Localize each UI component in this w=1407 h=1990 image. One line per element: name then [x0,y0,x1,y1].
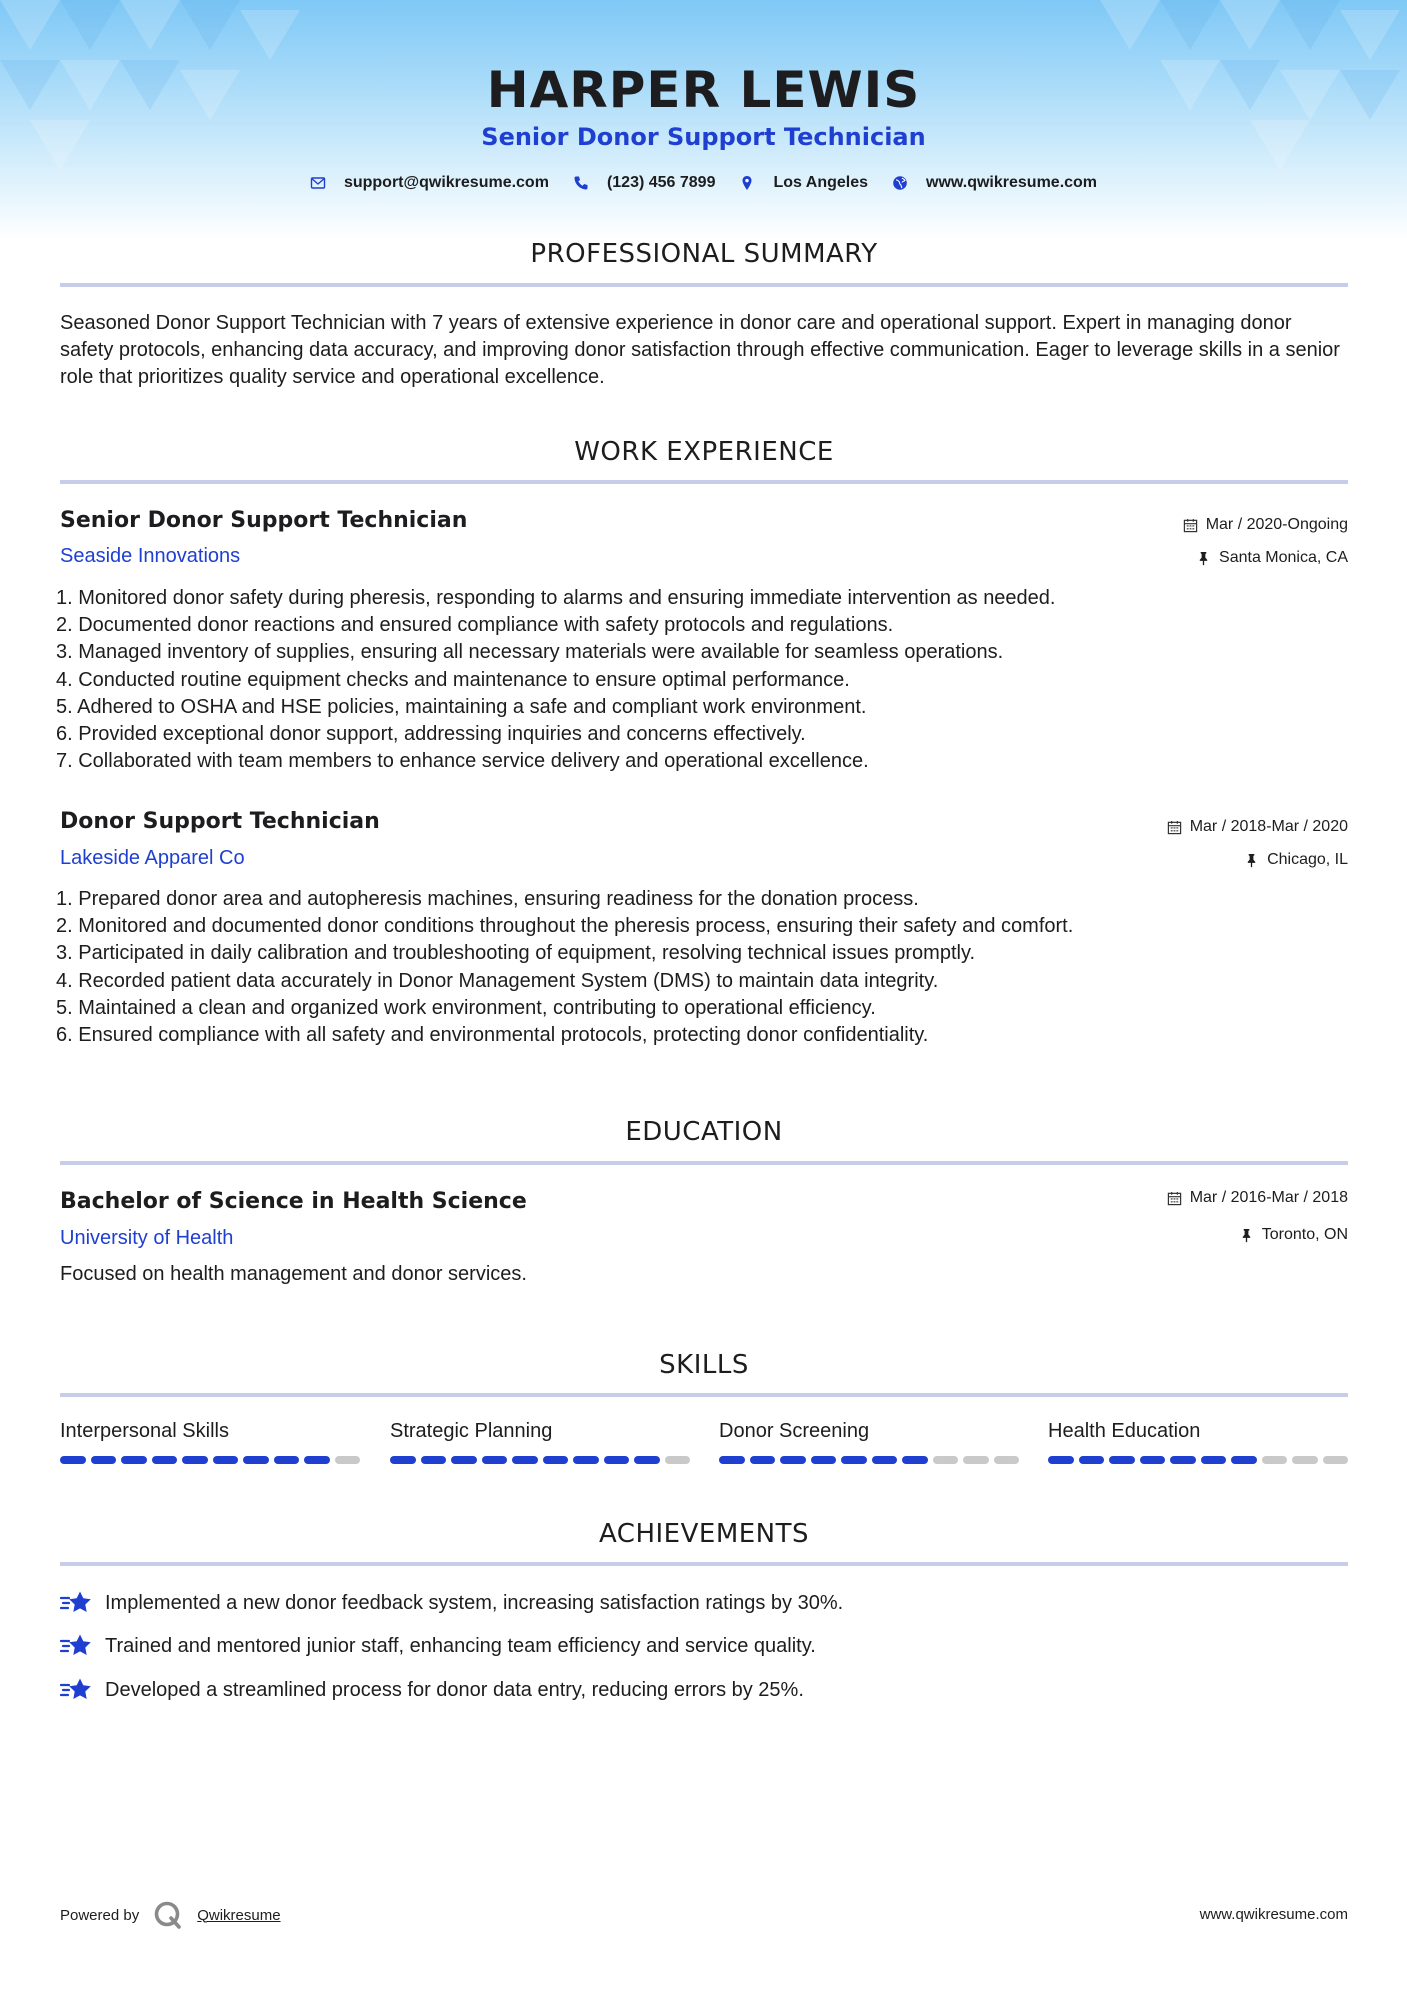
summary-divider [60,283,1348,287]
contact-row [0,174,1407,192]
list-item: 5. Adhered to OSHA and HSE policies, maintaining a safe and compliant work environment. [56,695,867,718]
contact-email[interactable] [310,174,549,192]
calendar-icon [1183,518,1198,533]
phone-icon [573,175,589,191]
skill-name: Health Education [1048,1420,1201,1442]
skill-segment-filled [121,1456,147,1464]
education-divider [60,1161,1348,1165]
skill-segment-empty [1323,1456,1349,1464]
contact-location [739,174,868,192]
skill-level-bar [60,1456,360,1464]
list-item: 6. Provided exceptional donor support, addressing inquiries and concerns effectively. [56,723,806,746]
skill-segment-filled [1201,1456,1227,1464]
skill-segment-empty [665,1456,691,1464]
skill-segment-empty [933,1456,959,1464]
summary-heading: PROFESSIONAL SUMMARY [530,239,878,269]
job-dates-text: Mar / 2020-Ongoing [1205,516,1348,533]
skill-segment-filled [451,1456,477,1464]
job-dates [1183,516,1348,534]
calendar-icon [1167,1191,1182,1206]
skill-segment-filled [1048,1456,1074,1464]
skill-segment-filled [902,1456,928,1464]
skill-segment-filled [719,1456,745,1464]
candidate-role: Senior Donor Support Technician [481,123,926,151]
skill-segment-filled [573,1456,599,1464]
summary-text: Seasoned Donor Support Technician with 7 years of extensive experience in donor care and operational support. Expert in managing donor safety protocols, enhancing data accuracy, and improving donor satisfaction through effective communication. Eager to leverage skills in a senior role that prioritizes quality service and operational excellence. [60,312,1340,388]
achievement-text: Trained and mentored junior staff, enhancing team efficiency and service quality. [105,1634,816,1657]
list-item: 1. Monitored donor safety during pheresis, responding to alarms and ensuring immediate intervention as needed. [56,587,1056,609]
list-item: 2. Monitored and documented donor conditions throughout the pheresis process, ensuring their safety and comfort. [56,915,1074,938]
contact-website[interactable] [892,174,1097,192]
skill-segment-filled [304,1456,330,1464]
achievement-text: Implemented a new donor feedback system, increasing satisfaction ratings by 30%. [105,1591,844,1614]
job-location-text: Santa Monica, CA [1219,549,1348,566]
pushpin-icon [1196,551,1211,566]
resume-header [0,58,1407,192]
skill-item [1048,1419,1348,1464]
skills-divider [60,1393,1348,1397]
skill-segment-empty [994,1456,1020,1464]
skill-segment-filled [152,1456,178,1464]
education-dates [1167,1189,1348,1207]
experience-heading: WORK EXPERIENCE [574,437,834,467]
achievement-item [60,1677,804,1703]
skill-segment-filled [274,1456,300,1464]
list-item: 4. Conducted routine equipment checks and maintenance to ensure optimal performance. [56,668,850,691]
job-title: Senior Donor Support Technician [60,508,468,533]
experience-divider [60,480,1348,484]
skill-segment-filled [634,1456,660,1464]
skill-segment-filled [1170,1456,1196,1464]
contact-email-text: support@qwikresume.com [343,174,549,191]
skill-level-bar [1048,1456,1348,1464]
job-location [1196,549,1348,567]
skill-segment-filled [421,1456,447,1464]
skill-segment-filled [512,1456,538,1464]
contact-phone-text: (123) 456 7899 [606,174,716,191]
skill-segment-filled [91,1456,117,1464]
list-item: 5. Maintained a clean and organized work environment, contributing to operational efficiency. [56,996,876,1019]
skill-level-bar [719,1456,1019,1464]
skill-segment-filled [60,1456,86,1464]
company-name: Lakeside Apparel Co [60,847,245,869]
skill-segment-filled [780,1456,806,1464]
achievements-divider [60,1562,1348,1566]
envelope-icon [310,175,326,191]
achievement-item [60,1590,843,1616]
footer-website[interactable]: www.qwikresume.com [1199,1906,1348,1923]
skill-segment-filled [1109,1456,1135,1464]
star-icon [60,1677,93,1703]
education-location [1239,1226,1348,1244]
skill-segment-filled [1079,1456,1105,1464]
skill-level-bar [390,1456,690,1464]
skill-segment-empty [335,1456,361,1464]
skill-item [60,1419,360,1464]
skill-segment-filled [750,1456,776,1464]
skill-segment-filled [390,1456,416,1464]
skill-name: Donor Screening [719,1420,870,1442]
contact-location-text: Los Angeles [773,174,869,191]
skills-heading: SKILLS [659,1350,749,1380]
list-item: 1. Prepared donor area and autopheresis machines, ensuring readiness for the donation process. [56,888,919,910]
list-item: 7. Collaborated with team members to enhance service delivery and operational excellence. [56,750,869,773]
job-location [1244,851,1348,869]
job-dates [1167,818,1348,836]
pushpin-icon [1244,853,1259,868]
star-icon [60,1633,93,1659]
job-bullets [56,585,1356,775]
footer-powered-by [60,1900,281,1930]
achievements-heading: ACHIEVEMENTS [598,1519,810,1549]
skill-segment-empty [1262,1456,1288,1464]
skill-name: Strategic Planning [390,1420,553,1442]
education-description: Focused on health management and donor services. [60,1263,527,1285]
job-dates-text: Mar / 2018-Mar / 2020 [1189,818,1348,835]
pushpin-icon [1239,1228,1254,1243]
skill-segment-filled [182,1456,208,1464]
achievement-item [60,1633,816,1659]
skill-segment-filled [243,1456,269,1464]
job-bullets [56,886,1356,1049]
skill-segment-filled [482,1456,508,1464]
list-item: 2. Documented donor reactions and ensured compliance with safety protocols and regulations. [56,614,894,637]
education-heading: EDUCATION [625,1117,783,1147]
job-location-text: Chicago, IL [1267,851,1348,868]
contact-phone[interactable] [573,174,716,192]
skill-name: Interpersonal Skills [60,1420,229,1442]
skill-segment-filled [1140,1456,1166,1464]
skill-segment-filled [841,1456,867,1464]
candidate-name: HARPER LEWIS [486,61,921,119]
list-item: 3. Managed inventory of supplies, ensuring all necessary materials were available for seamless operations. [56,641,1004,664]
qwikresume-logo-icon [153,1900,183,1930]
skill-segment-filled [604,1456,630,1464]
skill-item [390,1419,690,1464]
star-icon [60,1590,93,1616]
skill-item [719,1419,1019,1464]
list-item: 3. Participated in daily calibration and troubleshooting of equipment, resolving technical issues promptly. [56,942,976,965]
skill-segment-empty [963,1456,989,1464]
powered-by-label: Powered by [60,1906,140,1924]
list-item: 4. Recorded patient data accurately in Donor Management System (DMS) to maintain data integrity. [56,969,939,992]
education-dates-text: Mar / 2016-Mar / 2018 [1189,1189,1348,1206]
skill-segment-filled [1231,1456,1257,1464]
achievement-text: Developed a streamlined process for donor data entry, reducing errors by 25%. [105,1678,804,1701]
skill-segment-filled [543,1456,569,1464]
list-item: 6. Ensured compliance with all safety and environmental protocols, protecting donor confidentiality. [56,1024,929,1047]
skill-segment-empty [1292,1456,1318,1464]
skill-segment-filled [213,1456,239,1464]
degree-title: Bachelor of Science in Health Science [60,1189,527,1214]
job-title: Donor Support Technician [60,809,380,834]
map-pin-icon [739,175,755,191]
skill-segment-filled [872,1456,898,1464]
contact-website-text: www.qwikresume.com [926,174,1098,191]
calendar-icon [1167,820,1182,835]
globe-icon [892,175,908,191]
education-location-text: Toronto, ON [1261,1226,1348,1243]
school-name: University of Health [60,1227,234,1249]
company-name: Seaside Innovations [60,545,241,567]
qwikresume-link[interactable]: Qwikresume [197,1906,281,1924]
skill-segment-filled [811,1456,837,1464]
